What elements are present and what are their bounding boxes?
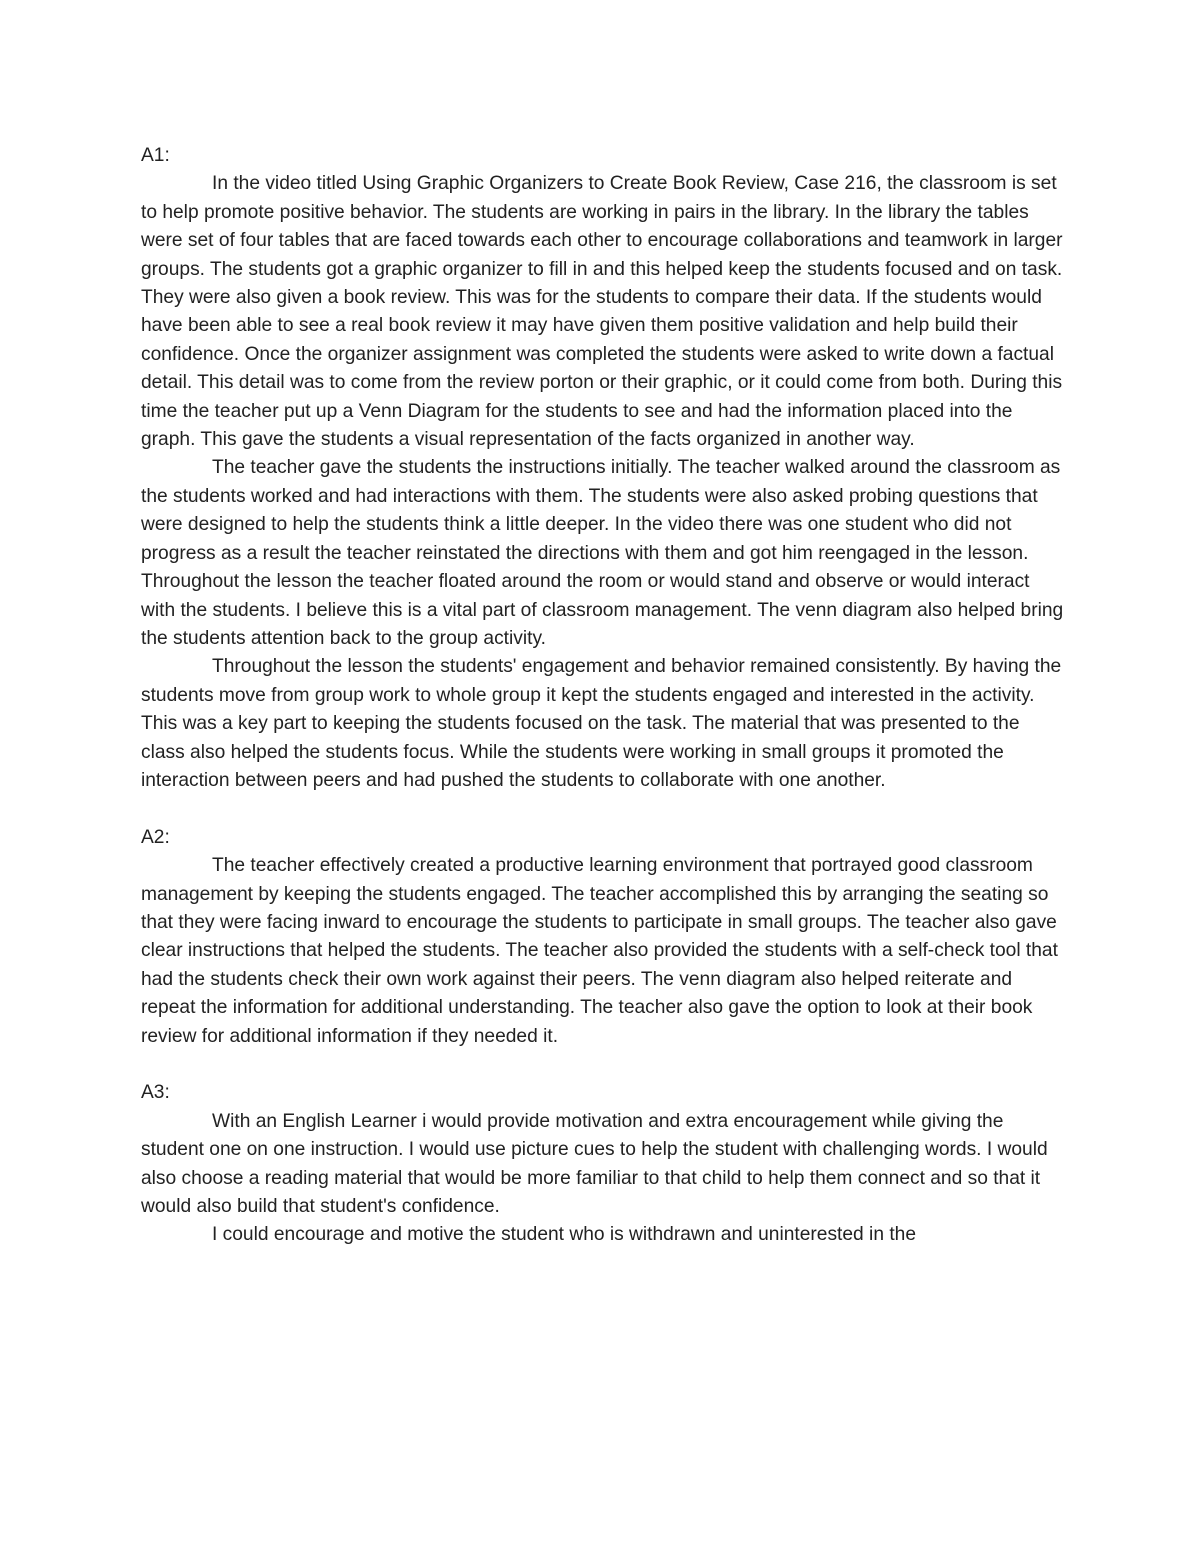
paragraph: I could encourage and motive the student who is withdrawn and uninterested in the — [212, 1224, 916, 1246]
blank-line — [141, 795, 1066, 823]
paragraph: In the video titled Using Graphic Organizers to Create Book Review, Case 216, the classroom is set to help promote positive behavior. The students are working in pairs in the library. In the library the tables were set of four tables that are faced towards each other to encourage collaborations and teamwork in larger groups. The students got a graphic organizer to fill in and this helped keep the students focused and on task. They were also given a book review. This was for the students to compare their data. If the students would have been able to see a real book review it may have given them positive validation and help build their confidence. Once the organizer assignment was completed the students were asked to write down a factual detail. This detail was to come from the review porton or their graphic, or it could come from both. During this time the teacher put up a Venn Diagram for the students to see and had the information placed into the graph. This gave the students a visual representation of the facts organized in another way. — [141, 173, 1063, 451]
section-a3 — [141, 1079, 1066, 1249]
section-a1 — [141, 142, 1066, 795]
paragraph: Throughout the lesson the students' engagement and behavior remained consistently. By having the students move from group work to whole group it kept the students engaged and interested in the activity. This was a key part to keeping the students focused on the task. The material that was presented to the class also helped the students focus. While the students were working in small groups it promoted the interaction between peers and had pushed the students to collaborate with one another. — [141, 656, 1062, 791]
section-heading: A2: — [141, 826, 170, 848]
section-a2 — [141, 824, 1066, 1051]
document-body — [141, 142, 1066, 1250]
blank-line — [141, 1051, 1066, 1079]
section-heading: A1: — [141, 145, 170, 166]
paragraph: The teacher effectively created a productive learning environment that portrayed good classroom management by keeping the students engaged. The teacher accomplished this by arranging the seating so that they were facing inward to encourage the students to participate in small groups. The teacher also gave clear instructions that helped the students. The teacher also provided the students with a self-check tool that had the students check their own work against their peers. The venn diagram also helped reiterate and repeat the information for additional understanding. The teacher also gave the option to look at their book review for additional information if they needed it. — [141, 855, 1058, 1047]
paragraph: The teacher gave the students the instructions initially. The teacher walked around the classroom as the students worked and had interactions with them. The students were also asked probing questions that were designed to help the students think a little deeper. In the video there was one student who did not progress as a result the teacher reinstated the directions with them and got him reengaged in the lesson. Throughout the lesson the teacher floated around the room or would stand and observe or would interact with the students. I believe this is a vital part of classroom management. The venn diagram also helped bring the students attention back to the group activity. — [141, 457, 1064, 649]
section-heading: A3: — [141, 1082, 170, 1104]
paragraph: With an English Learner i would provide motivation and extra encouragement while giving the student one on one instruction. I would use picture cues to help the student with challenging words. I would also choose a reading material that would be more familiar to that child to help them connect and so that it would also build that student's confidence. — [141, 1110, 1048, 1217]
